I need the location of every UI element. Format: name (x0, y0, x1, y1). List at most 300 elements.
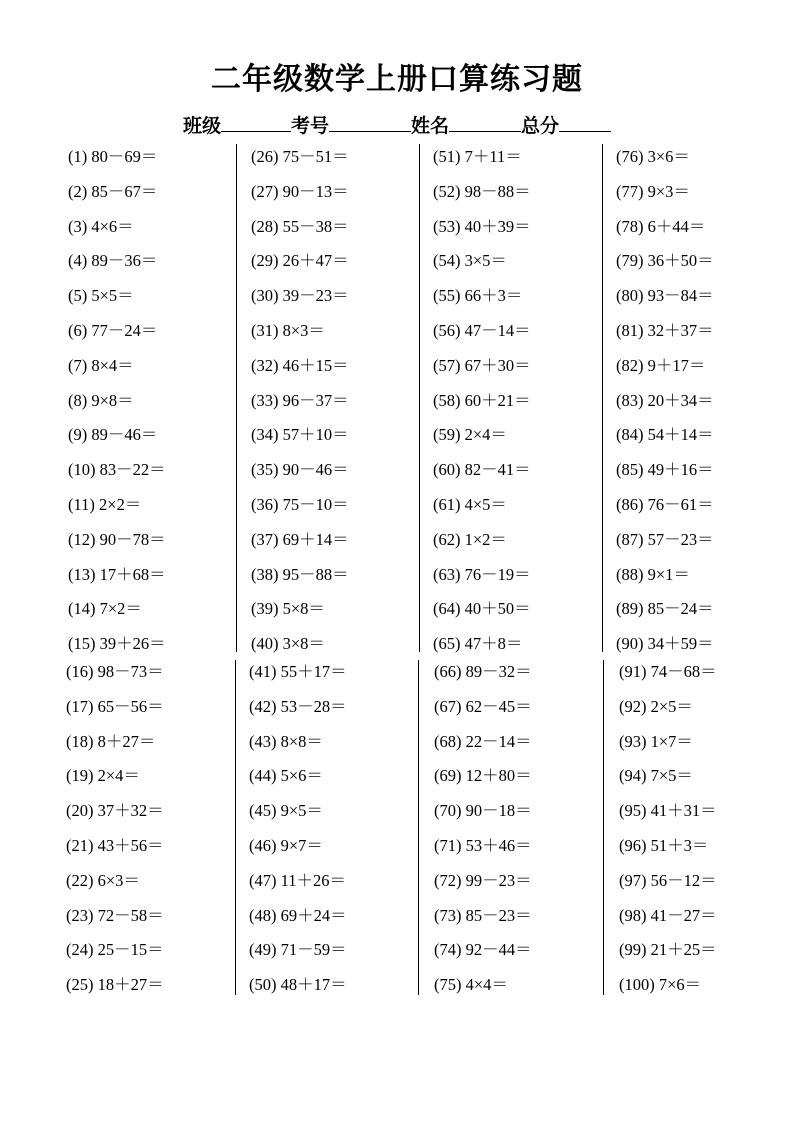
problem-item (619, 801, 717, 821)
problem-expression: 56－12＝ (650, 870, 717, 890)
problem-item (251, 425, 349, 445)
problem-item (251, 217, 349, 237)
problem-item (616, 425, 714, 445)
column-divider (419, 144, 420, 652)
problem-number: (25) (66, 975, 94, 995)
problem-number: (38) (251, 564, 279, 584)
problem-number: (91) (619, 662, 647, 681)
problem-expression: 90－18＝ (465, 801, 532, 821)
problem-number: (22) (66, 870, 94, 890)
problem-expression: 32＋37＝ (647, 321, 714, 340)
problem-expression: 71－59＝ (280, 940, 347, 960)
problem-expression: 89－32＝ (465, 662, 532, 681)
problem-item (616, 565, 690, 585)
problem-number: (66) (434, 662, 462, 681)
problem-expression: 47－14＝ (464, 321, 531, 340)
problem-item (68, 147, 157, 167)
problem-expression: 41－27＝ (650, 905, 717, 925)
problem-item (251, 495, 349, 515)
problem-expression: 43＋56＝ (97, 836, 164, 855)
problem-item (434, 871, 532, 891)
problem-item (434, 836, 532, 856)
problem-number: (60) (433, 460, 461, 480)
problem-item (251, 530, 349, 550)
problem-number: (15) (68, 634, 96, 654)
problem-number: (39) (251, 599, 279, 619)
problem-item (68, 217, 134, 237)
problem-item (433, 460, 531, 480)
problem-item (251, 634, 325, 654)
problem-item (616, 530, 714, 550)
problem-expression: 21＋25＝ (650, 940, 717, 960)
problem-number: (27) (251, 181, 279, 201)
problem-number: (29) (251, 251, 279, 271)
problem-item (433, 321, 531, 341)
problem-item (249, 940, 347, 960)
problem-expression: 60＋21＝ (464, 390, 531, 410)
problem-number: (80) (616, 286, 644, 306)
problem-expression: 7×6＝ (658, 975, 702, 995)
problem-expression: 53＋46＝ (465, 836, 532, 855)
problem-item (616, 460, 714, 480)
page-title: 二年级数学上册口算练习题 (211, 62, 583, 97)
problem-expression: 11＋26＝ (280, 870, 347, 890)
info-label-name: 姓名 (411, 115, 450, 137)
problem-item (616, 321, 714, 341)
problem-expression: 9×5＝ (280, 801, 323, 821)
problem-item (433, 634, 522, 654)
problem-number: (14) (68, 599, 96, 619)
problem-item (619, 662, 717, 682)
problem-number: (69) (434, 766, 462, 786)
problem-number: (3) (68, 216, 88, 236)
problem-number: (74) (434, 940, 462, 960)
problem-number: (57) (433, 355, 461, 375)
problem-expression: 8＋27＝ (97, 731, 156, 751)
problem-number: (83) (616, 390, 644, 410)
problem-number: (59) (433, 425, 461, 445)
problem-number: (37) (251, 529, 279, 549)
problem-expression: 66＋3＝ (464, 286, 523, 306)
problem-number: (40) (251, 634, 279, 654)
problem-item (433, 182, 531, 202)
problem-item (433, 425, 507, 445)
problem-expression: 83－22＝ (99, 460, 166, 480)
problem-expression: 25－15＝ (97, 940, 164, 960)
problem-item (616, 391, 714, 411)
problem-number: (16) (66, 662, 94, 681)
problem-item (619, 871, 717, 891)
problem-item (433, 495, 507, 515)
problem-item (66, 975, 164, 995)
problem-number: (62) (433, 529, 461, 549)
problem-number: (98) (619, 905, 647, 925)
column-divider (603, 660, 604, 995)
info-blank-exam-number[interactable] (329, 111, 411, 132)
column-divider (236, 144, 237, 652)
problem-expression: 2×5＝ (650, 696, 693, 716)
problem-item (66, 871, 140, 891)
problem-number: (18) (66, 731, 94, 751)
problem-number: (43) (249, 731, 277, 751)
problem-expression: 90－13＝ (282, 181, 349, 201)
problem-expression: 7×2＝ (99, 599, 142, 619)
problem-expression: 2×2＝ (99, 495, 142, 514)
problem-item (68, 460, 166, 480)
problem-expression: 8×4＝ (91, 355, 134, 375)
problem-number: (84) (616, 425, 644, 445)
problem-expression: 49＋16＝ (647, 460, 714, 480)
problem-item (433, 391, 531, 411)
problem-item (616, 356, 705, 376)
problem-item (434, 801, 532, 821)
column-divider (418, 660, 419, 995)
problem-item (249, 662, 347, 682)
problem-expression: 98－73＝ (97, 662, 164, 681)
problem-item (434, 906, 532, 926)
problem-item (619, 975, 701, 995)
problem-expression: 9＋17＝ (647, 355, 706, 375)
problem-expression: 99－23＝ (465, 870, 532, 890)
problem-number: (64) (433, 599, 461, 619)
problem-number: (47) (249, 870, 277, 890)
problem-item (619, 906, 717, 926)
problem-item (251, 182, 349, 202)
problem-number: (10) (68, 460, 96, 480)
problem-expression: 74－68＝ (650, 662, 717, 681)
problem-item (433, 217, 531, 237)
problem-number: (77) (616, 181, 644, 201)
problem-number: (54) (433, 251, 461, 271)
problem-item (434, 940, 532, 960)
problem-expression: 57－23＝ (647, 529, 714, 549)
problem-expression: 85－23＝ (465, 905, 532, 925)
problem-number: (75) (434, 975, 462, 995)
problem-expression: 57＋10＝ (282, 425, 349, 445)
problem-expression: 76－61＝ (647, 495, 714, 514)
problem-expression: 96－37＝ (282, 390, 349, 410)
problem-item (249, 836, 323, 856)
problem-item (434, 697, 532, 717)
problem-number: (52) (433, 181, 461, 201)
problem-item (619, 732, 693, 752)
problem-number: (46) (249, 836, 277, 855)
problem-expression: 6×3＝ (97, 870, 140, 890)
problem-item (68, 391, 134, 411)
problem-item (68, 495, 141, 515)
problem-number: (87) (616, 529, 644, 549)
problem-number: (11) (68, 495, 95, 514)
problem-expression: 92－44＝ (465, 940, 532, 960)
problem-expression: 1×7＝ (650, 731, 693, 751)
problem-number: (85) (616, 460, 644, 480)
problem-expression: 54＋14＝ (647, 425, 714, 445)
problem-expression: 39＋26＝ (99, 634, 166, 654)
problem-expression: 37＋32＝ (97, 801, 164, 821)
problem-item (433, 599, 531, 619)
problem-item (251, 286, 349, 306)
problem-item (619, 697, 693, 717)
problem-number: (82) (616, 355, 644, 375)
problem-number: (73) (434, 905, 462, 925)
problem-item (66, 836, 164, 856)
problem-expression: 51＋3＝ (650, 836, 709, 855)
problem-number: (78) (616, 216, 644, 236)
problem-item (619, 766, 693, 786)
problem-item (68, 251, 157, 271)
problem-number: (23) (66, 905, 94, 925)
problem-item (249, 732, 323, 752)
problem-expression: 6＋44＝ (647, 216, 706, 236)
problem-expression: 89－46＝ (91, 425, 158, 445)
problem-item (616, 147, 690, 167)
problem-expression: 40＋39＝ (464, 216, 531, 236)
problem-expression: 5×8＝ (282, 599, 325, 619)
problem-expression: 39－23＝ (282, 286, 349, 306)
problem-item (66, 732, 155, 752)
problem-number: (71) (434, 836, 462, 855)
problem-item (619, 836, 708, 856)
problem-expression: 46＋15＝ (282, 355, 349, 375)
problem-item (251, 565, 349, 585)
problem-item (249, 975, 347, 995)
problem-item (68, 425, 157, 445)
problem-expression: 5×6＝ (280, 766, 323, 786)
problem-expression: 62－45＝ (465, 696, 532, 716)
problem-expression: 65－56＝ (97, 696, 164, 716)
problem-number: (55) (433, 286, 461, 306)
problem-expression: 2×4＝ (97, 766, 140, 786)
problem-number: (35) (251, 460, 279, 480)
problem-item (434, 766, 532, 786)
problem-item (249, 697, 347, 717)
problem-expression: 77－24＝ (91, 321, 158, 340)
problem-number: (89) (616, 599, 644, 619)
problem-expression: 20＋34＝ (647, 390, 714, 410)
problem-expression: 72－58＝ (97, 905, 164, 925)
problem-expression: 40＋50＝ (464, 599, 531, 619)
problem-item (434, 662, 532, 682)
problem-expression: 69＋24＝ (280, 905, 347, 925)
problem-expression: 76－19＝ (464, 564, 531, 584)
problem-item (249, 766, 323, 786)
problem-number: (44) (249, 766, 277, 786)
problem-number: (96) (619, 836, 647, 855)
problem-item (251, 251, 349, 271)
problem-expression: 7×5＝ (650, 766, 693, 786)
problem-number: (28) (251, 216, 279, 236)
problem-expression: 34＋59＝ (647, 634, 714, 654)
problem-number: (86) (616, 495, 644, 514)
problem-item (68, 321, 157, 341)
problem-number: (70) (434, 801, 462, 821)
problem-item (249, 871, 346, 891)
problem-item (66, 697, 164, 717)
problem-item (251, 599, 325, 619)
problem-expression: 47＋8＝ (464, 634, 523, 654)
problem-expression: 55－38＝ (282, 216, 349, 236)
problem-expression: 22－14＝ (465, 731, 532, 751)
problem-item (66, 766, 140, 786)
problem-item (249, 801, 323, 821)
problem-item (433, 530, 507, 550)
problem-item (616, 217, 705, 237)
problem-item (68, 356, 134, 376)
problem-expression: 8×8＝ (280, 731, 323, 751)
problem-number: (41) (249, 662, 277, 681)
problem-item (68, 565, 166, 585)
problem-item (251, 356, 349, 376)
problem-expression: 90－78＝ (99, 529, 166, 549)
problem-expression: 1×2＝ (464, 529, 507, 549)
problem-expression: 2×4＝ (464, 425, 507, 445)
problem-item (433, 251, 507, 271)
problem-number: (90) (616, 634, 644, 654)
problem-number: (93) (619, 731, 647, 751)
problem-number: (100) (619, 975, 655, 995)
problem-item (616, 495, 714, 515)
problem-expression: 85－24＝ (647, 599, 714, 619)
problem-expression: 9×8＝ (91, 390, 134, 410)
problem-expression: 7＋11＝ (464, 147, 522, 166)
problem-number: (17) (66, 696, 94, 716)
problem-expression: 4×4＝ (465, 975, 508, 995)
problem-item (433, 286, 522, 306)
problem-number: (76) (616, 147, 644, 166)
problem-expression: 8×3＝ (282, 321, 325, 340)
problem-number: (58) (433, 390, 461, 410)
problem-number: (31) (251, 321, 279, 340)
problem-expression: 48＋17＝ (280, 975, 347, 995)
problem-expression: 75－51＝ (282, 147, 349, 166)
problem-expression: 89－36＝ (91, 251, 158, 271)
problem-number: (5) (68, 286, 88, 306)
problem-number: (50) (249, 975, 277, 995)
problem-item (616, 251, 714, 271)
problem-number: (13) (68, 564, 96, 584)
problem-number: (21) (66, 836, 94, 855)
problem-expression: 9×1＝ (647, 564, 690, 584)
problem-expression: 3×5＝ (464, 251, 507, 271)
info-blank-class[interactable] (221, 111, 291, 132)
problem-number: (4) (68, 251, 88, 271)
problem-expression: 18＋27＝ (97, 975, 164, 995)
problem-item (251, 460, 349, 480)
info-label-class: 班级 (182, 115, 221, 137)
problem-item (616, 634, 714, 654)
problem-item (66, 940, 164, 960)
problem-expression: 82－41＝ (464, 460, 531, 480)
problem-item (66, 662, 164, 682)
problem-number: (67) (434, 696, 462, 716)
problem-number: (2) (68, 181, 88, 201)
problem-number: (42) (249, 696, 277, 716)
problem-number: (12) (68, 529, 96, 549)
problem-expression: 12＋80＝ (465, 766, 532, 786)
problem-item (434, 975, 508, 995)
problem-item (251, 391, 349, 411)
problem-item (251, 321, 325, 341)
problem-expression: 3×6＝ (647, 147, 690, 166)
problem-number: (7) (68, 355, 88, 375)
problem-expression: 69＋14＝ (282, 529, 349, 549)
problem-number: (94) (619, 766, 647, 786)
problem-expression: 98－88＝ (464, 181, 531, 201)
problem-number: (48) (249, 905, 277, 925)
problem-item (619, 940, 717, 960)
info-label-exam-number: 考号 (290, 115, 329, 137)
student-info-line (0, 111, 794, 139)
problem-item (433, 147, 522, 167)
problem-number: (20) (66, 801, 94, 821)
problem-number: (88) (616, 564, 644, 584)
problem-number: (79) (616, 251, 644, 271)
problem-number: (92) (619, 696, 647, 716)
problem-number: (1) (68, 147, 88, 166)
problem-number: (32) (251, 355, 279, 375)
problem-expression: 26＋47＝ (282, 251, 349, 271)
problem-expression: 5×5＝ (91, 286, 134, 306)
problem-number: (26) (251, 147, 279, 166)
problem-number: (49) (249, 940, 277, 960)
problem-expression: 80－69＝ (91, 147, 158, 166)
problem-item (433, 356, 531, 376)
problem-item (249, 906, 347, 926)
problem-number: (9) (68, 425, 88, 445)
problem-item (616, 182, 690, 202)
problem-expression: 53－28＝ (280, 696, 347, 716)
problem-number: (72) (434, 870, 462, 890)
problem-number: (45) (249, 801, 277, 821)
problem-number: (19) (66, 766, 94, 786)
info-label-total-score: 总分 (521, 115, 560, 137)
problem-number: (53) (433, 216, 461, 236)
problem-expression: 9×7＝ (280, 836, 323, 855)
problem-item (68, 286, 134, 306)
problem-item (616, 286, 714, 306)
problem-number: (30) (251, 286, 279, 306)
problem-expression: 85－67＝ (91, 181, 158, 201)
problem-expression: 55＋17＝ (280, 662, 347, 681)
problem-item (68, 599, 142, 619)
problem-item (433, 565, 531, 585)
problem-number: (61) (433, 495, 461, 514)
problem-item (68, 530, 166, 550)
problem-expression: 3×8＝ (282, 634, 325, 654)
problem-item (434, 732, 532, 752)
problem-number: (8) (68, 390, 88, 410)
problem-expression: 9×3＝ (647, 181, 690, 201)
problem-number: (65) (433, 634, 461, 654)
problem-expression: 95－88＝ (282, 564, 349, 584)
info-blank-total-score[interactable] (559, 111, 611, 132)
info-blank-name[interactable] (449, 111, 521, 132)
problem-number: (56) (433, 321, 461, 340)
problem-expression: 90－46＝ (282, 460, 349, 480)
problem-item (68, 182, 157, 202)
problem-number: (51) (433, 147, 461, 166)
problem-number: (95) (619, 801, 647, 821)
column-divider (602, 144, 603, 652)
problem-expression: 67＋30＝ (464, 355, 531, 375)
problem-expression: 75－10＝ (282, 495, 349, 514)
problem-number: (81) (616, 321, 644, 340)
problem-expression: 4×5＝ (464, 495, 507, 514)
problem-expression: 41＋31＝ (650, 801, 717, 821)
problem-expression: 93－84＝ (647, 286, 714, 306)
problem-item (68, 634, 166, 654)
problem-number: (24) (66, 940, 94, 960)
